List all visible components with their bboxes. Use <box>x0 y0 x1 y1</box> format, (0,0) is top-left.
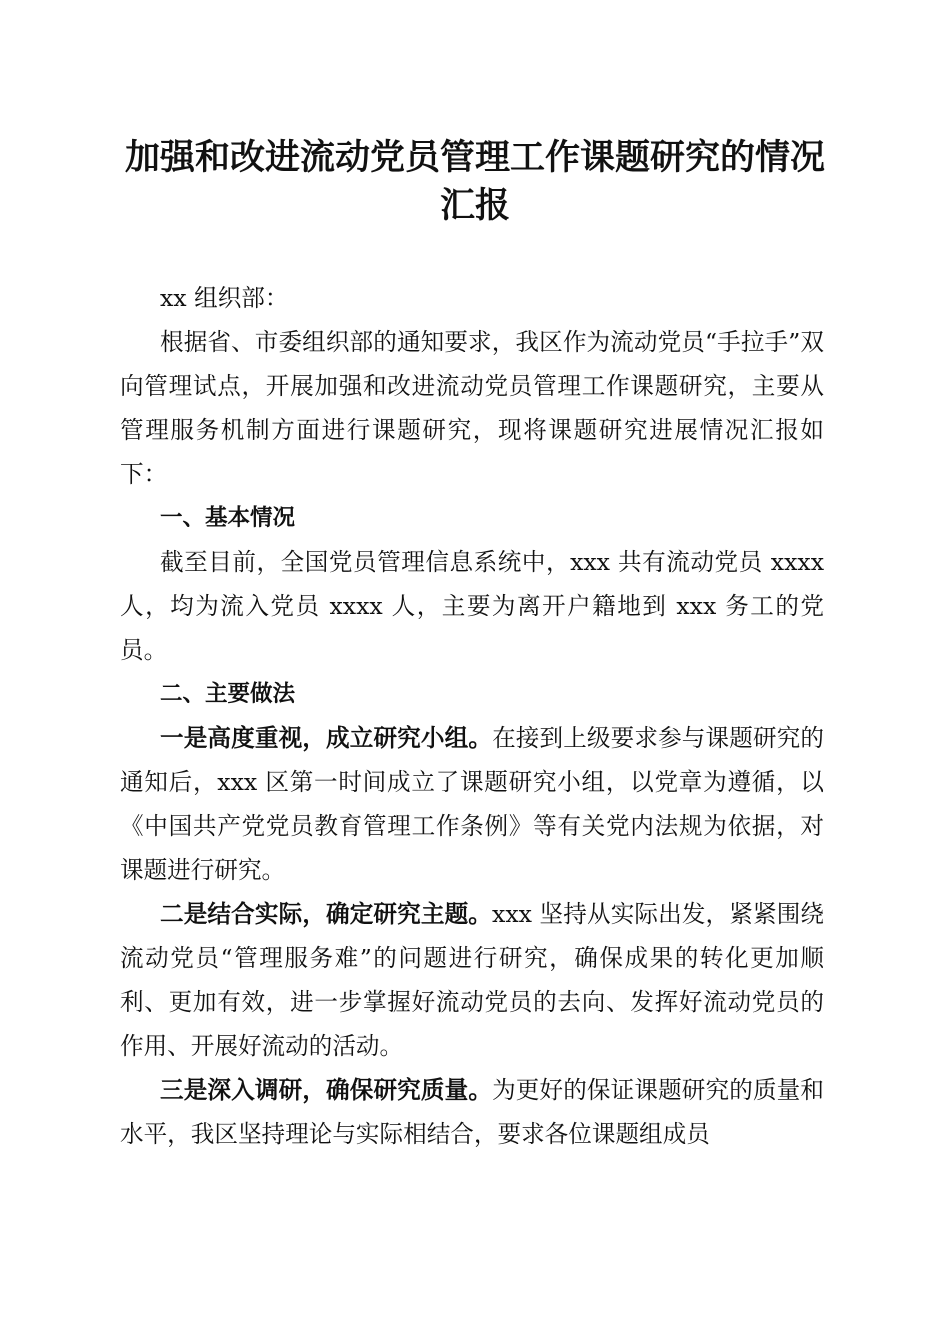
practice-paragraph-2 <box>120 892 824 1068</box>
practice-text-3: 为更好的保证课题研究的质量和水平，我区坚持理论与实际相结合，要求各位课题组成员 <box>120 1076 824 1148</box>
practice-lead-3: 三是深入调研，确保研究质量。 <box>160 1076 493 1104</box>
section-heading-main-practices: 二、主要做法 <box>160 681 296 707</box>
practice-text-2: xxx 坚持从实际出发，紧紧围绕流动党员“管理服务难”的问题进行研究，确保成果的转化更加顺利、更加有效，进一步掌握好流动党员的去向、发挥好流动党员的作用、开展好流动的活动。 <box>120 900 825 1060</box>
intro-paragraph: 根据省、市委组织部的通知要求，我区作为流动党员“手拉手”双向管理试点，开展加强和改进流动党员管理工作课题研究，主要从管理服务机制方面进行课题研究，现将课题研究进展情况汇报如下： <box>120 328 824 488</box>
practice-paragraph-3 <box>120 1068 824 1156</box>
title-line-1: 加强和改进流动党员管理工作课题研究的情况 <box>124 137 825 178</box>
practice-lead-2: 二是结合实际，确定研究主题。 <box>160 900 493 928</box>
basic-situation-paragraph: 截至目前，全国党员管理信息系统中，xxx 共有流动党员 xxxx 人，均为流入党员 xxxx 人，主要为离开户籍地到 xxx 务工的党员。 <box>120 548 824 664</box>
salutation: xx 组织部： <box>160 284 289 312</box>
practice-paragraph-1 <box>120 716 824 892</box>
practice-text-1: 在接到上级要求参与课题研究的通知后，xxx 区第一时间成立了课题研究小组，以党章为遵循，以《中国共产党党员教育管理工作条例》等有关党内法规为依据，对课题进行研究。 <box>120 724 824 884</box>
practice-lead-1: 一是高度重视，成立研究小组。 <box>160 724 493 752</box>
document-title <box>110 134 840 230</box>
section-heading-basic-situation: 一、基本情况 <box>160 505 296 531</box>
document-body <box>120 276 824 1156</box>
title-line-2: 汇报 <box>439 185 510 226</box>
